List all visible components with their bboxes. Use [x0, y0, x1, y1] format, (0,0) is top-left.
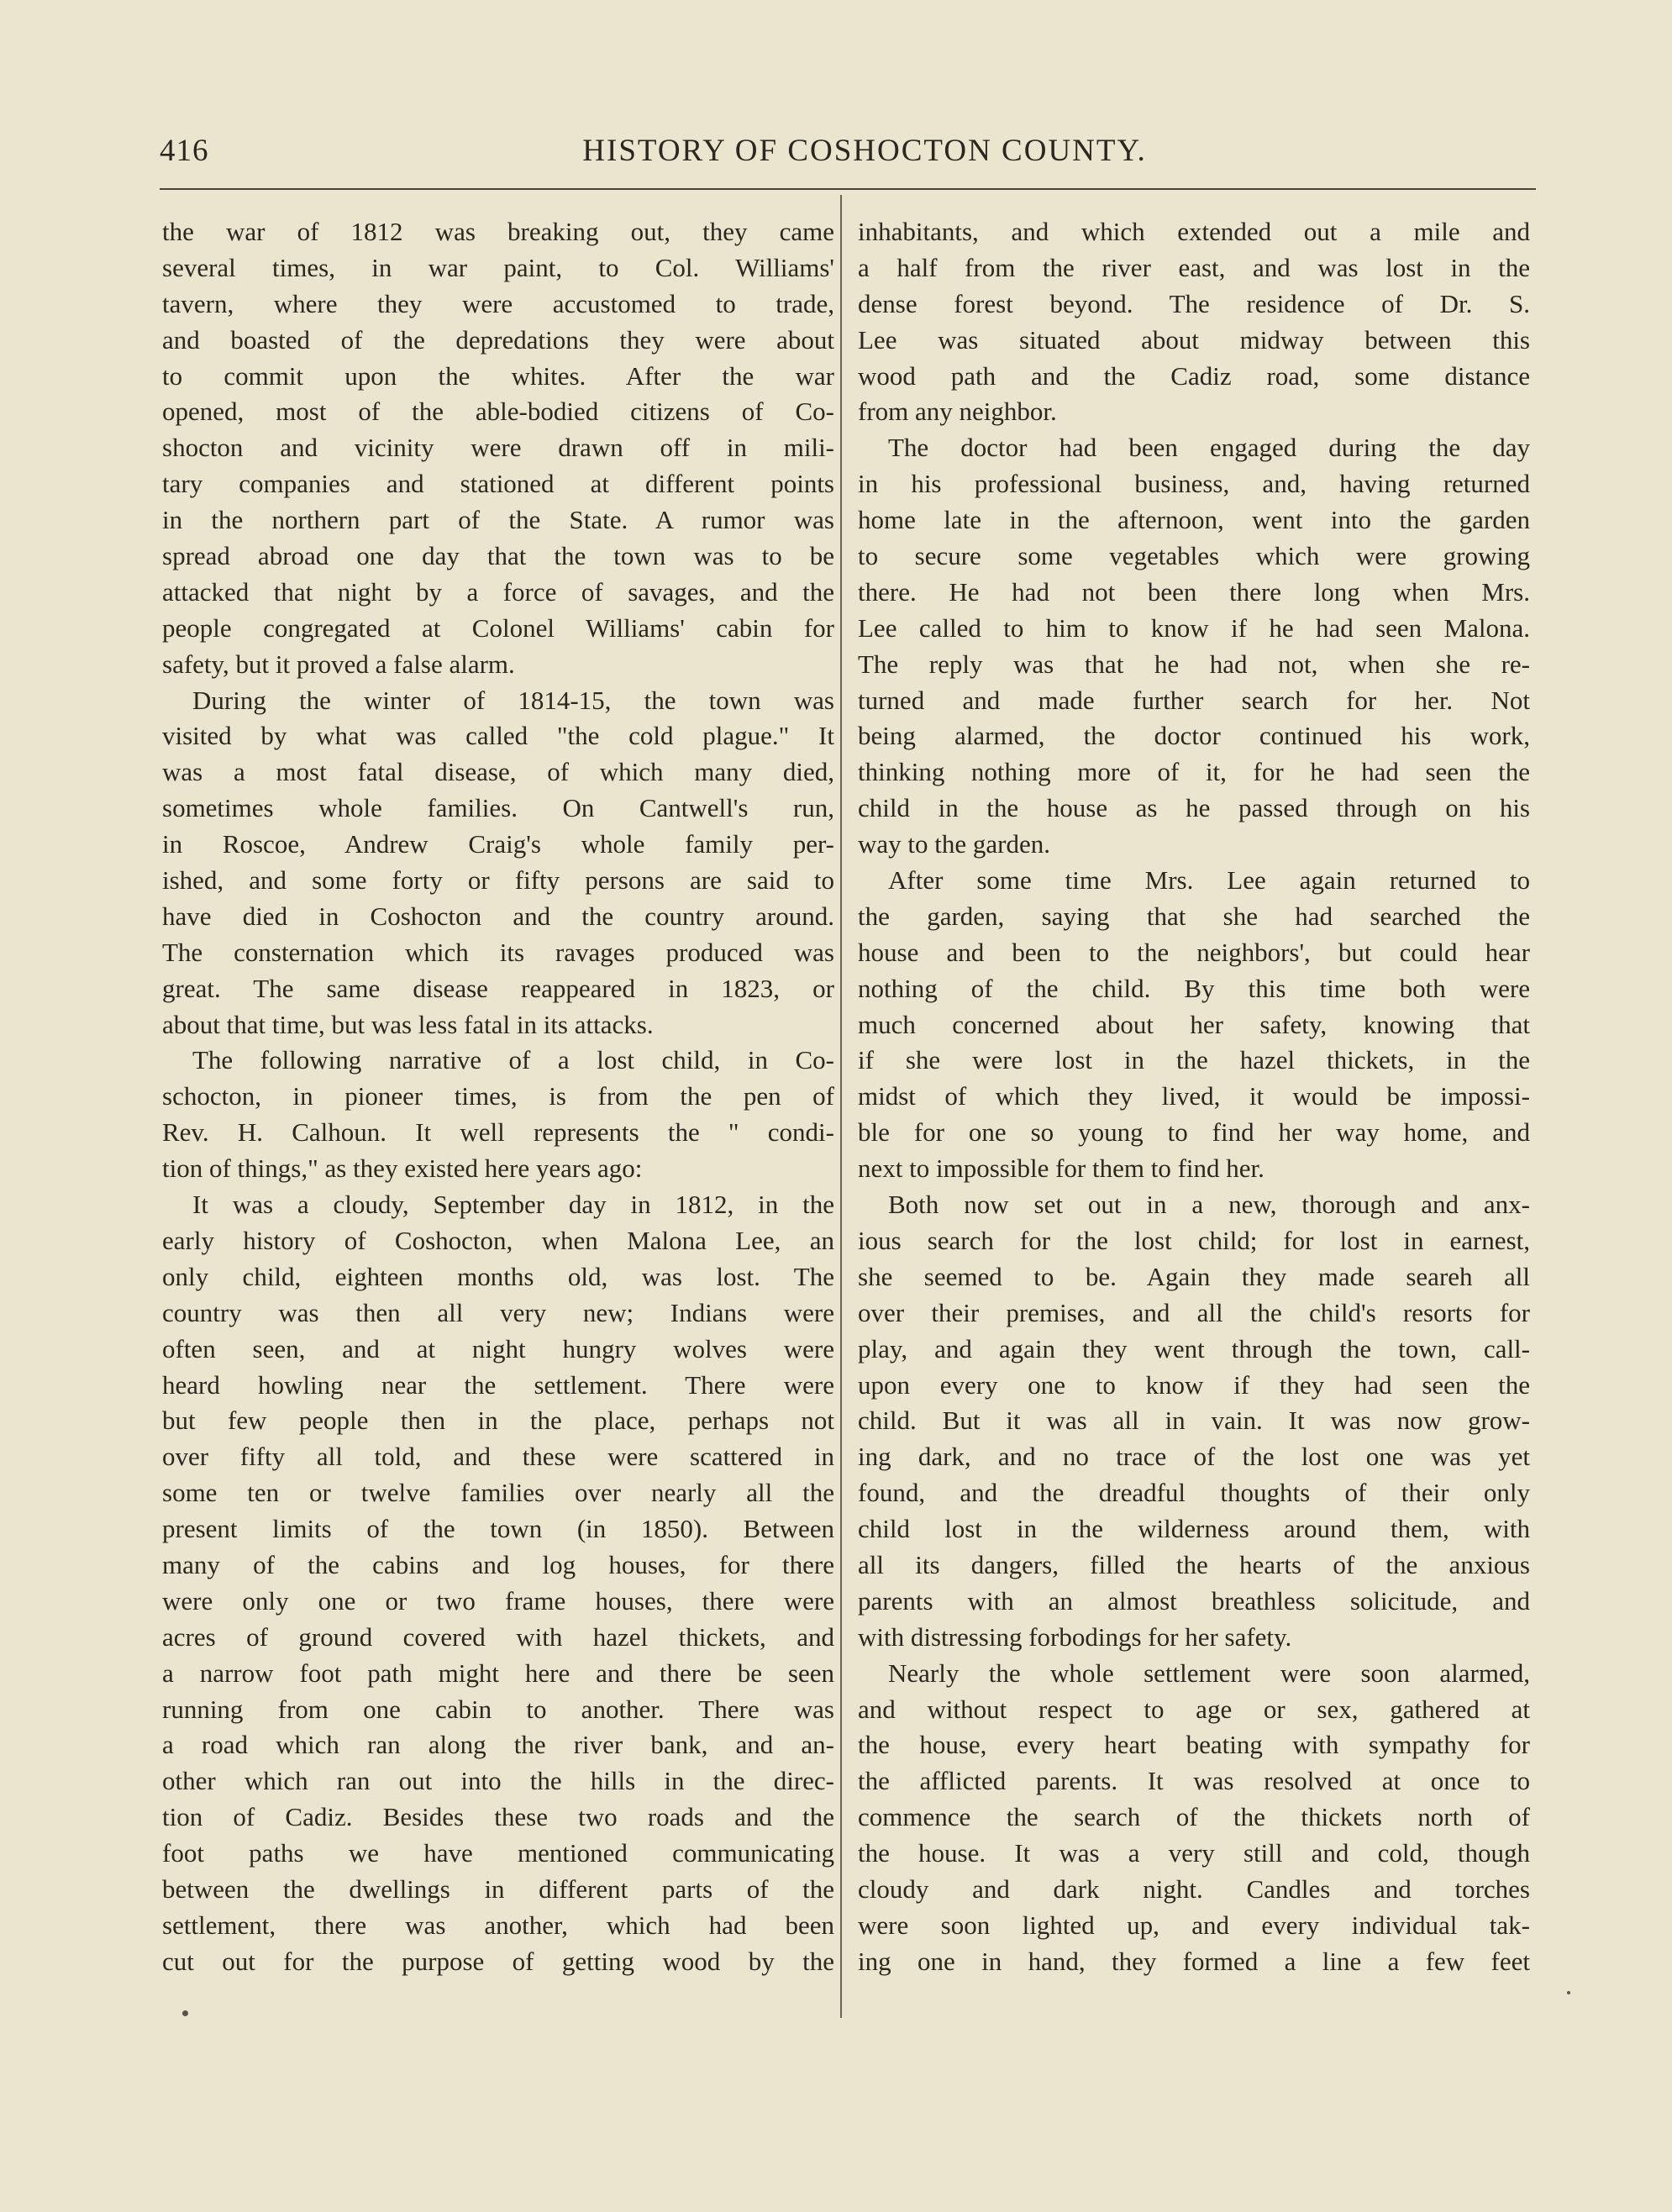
- right-column-text-line: there. He had not been there long when Mrs.: [858, 576, 1530, 607]
- left-column-text-line: tion of things," as they existed here years ago:: [162, 1153, 643, 1184]
- left-column-text-line: Rev. H. Calhoun. It well represents the " condi-: [162, 1117, 834, 1148]
- right-column-text-line: Lee called to him to know if he had seen Malona.: [858, 612, 1530, 643]
- left-column-text-line: acres of ground covered with hazel thickets, and: [162, 1621, 834, 1652]
- left-column-text-line: the war of 1812 was breaking out, they came: [162, 217, 834, 246]
- right-column-text-line: being alarmed, the doctor continued his work,: [858, 721, 1530, 751]
- right-column-text-line: much concerned about her safety, knowing that: [858, 1009, 1530, 1039]
- left-column-text-line: people congregated at Colonel Williams' cabin for: [162, 612, 834, 643]
- left-column-text-line: great. The same disease reappeared in 1823, or: [162, 973, 834, 1003]
- right-column-text-line: turned and made further search for her. Not: [858, 685, 1530, 715]
- right-column-text-line: house and been to the neighbors', but could hear: [858, 937, 1530, 967]
- right-column-text-line: wood path and the Cadiz road, some distance: [858, 360, 1530, 391]
- left-column-text-line: and boasted of the depredations they were about: [162, 324, 834, 355]
- right-column-text-line: home late in the afternoon, went into the garden: [858, 505, 1530, 535]
- left-column-text-line: attacked that night by a force of savages, and the: [162, 576, 834, 607]
- header-rule: [160, 188, 1536, 190]
- right-column-text-line: nothing of the child. By this time both were: [858, 973, 1530, 1003]
- right-column-text-line: ing one in hand, they formed a line a few feet: [858, 1946, 1530, 1976]
- left-column-text-line: over fifty all told, and these were scattered in: [162, 1442, 834, 1472]
- left-column-text-line: safety, but it proved a false alarm.: [162, 649, 515, 679]
- left-column-text-line: have died in Coshocton and the country around.: [162, 901, 834, 931]
- left-column-text-line: heard howling near the settlement. There were: [162, 1369, 834, 1400]
- right-column-text-line: way to the garden.: [858, 829, 1050, 859]
- left-column: [162, 214, 834, 1980]
- page-number: 416: [160, 134, 209, 168]
- right-column-text-line: child. But it was all in vain. It was now grow-: [858, 1405, 1530, 1436]
- right-column-text-line: inhabitants, and which extended out a mile and: [858, 217, 1530, 246]
- left-column-text-line: shocton and vicinity were drawn off in mili-: [162, 433, 834, 463]
- right-column-text-line: dense forest beyond. The residence of Dr. S.: [858, 288, 1530, 318]
- left-column-text-line: sometimes whole families. On Cantwell's run,: [162, 793, 834, 823]
- column-divider: [840, 195, 842, 2018]
- left-column-text-line: spread abroad one day that the town was to be: [162, 541, 834, 571]
- left-column-text-line: tavern, where they were accustomed to trade,: [162, 288, 834, 318]
- right-column-text-line: Lee was situated about midway between this: [858, 324, 1530, 355]
- left-column-text-line: schocton, in pioneer times, is from the pen of: [162, 1081, 834, 1111]
- right-column-text-line: all its dangers, filled the hearts of the anxious: [858, 1549, 1530, 1579]
- left-column-text-line: to commit upon the whites. After the war: [162, 360, 834, 391]
- ink-speck: [1567, 1991, 1570, 1994]
- right-column-text-line: with distressing forbodings for her safety.: [858, 1621, 1292, 1652]
- left-column-text-line: foot paths we have mentioned communicating: [162, 1838, 834, 1868]
- left-column-text-line: During the winter of 1814-15, the town was: [192, 685, 834, 715]
- right-column-text-line: The reply was that he had not, when she re-: [858, 649, 1530, 679]
- right-column: [858, 214, 1530, 1980]
- left-column-text-line: about that time, but was less fatal in its attacks.: [162, 1009, 654, 1039]
- left-column-text-line: tion of Cadiz. Besides these two roads and the: [162, 1802, 834, 1832]
- right-column-text-line: to secure some vegetables which were growing: [858, 541, 1530, 571]
- left-column-text-line: were only one or two frame houses, there were: [162, 1585, 834, 1616]
- right-column-text-line: next to impossible for them to find her.: [858, 1153, 1265, 1184]
- right-column-text-line: she seemed to be. Again they made seareh all: [858, 1261, 1530, 1291]
- left-column-text-line: tary companies and stationed at different points: [162, 469, 834, 499]
- left-column-text-line: only child, eighteen months old, was lost. The: [162, 1261, 834, 1291]
- right-column-text-line: over their premises, and all the child's resorts for: [858, 1297, 1530, 1327]
- left-column-text-line: a narrow foot path might here and there be seen: [162, 1658, 834, 1688]
- left-column-text-line: country was then all very new; Indians were: [162, 1297, 834, 1327]
- right-column-text-line: midst of which they lived, it would be impossi-: [858, 1081, 1530, 1111]
- right-column-text-line: Nearly the whole settlement were soon alarmed,: [888, 1658, 1530, 1688]
- left-column-text-line: some ten or twelve families over nearly all the: [162, 1478, 834, 1508]
- right-column-text-line: ble for one so young to find her way home, and: [858, 1117, 1530, 1148]
- right-column-text-line: were soon lighted up, and every individual tak-: [858, 1910, 1530, 1940]
- right-column-text-line: the garden, saying that she had searched the: [858, 901, 1530, 931]
- left-column-text-line: visited by what was called "the cold plague." It: [162, 721, 834, 751]
- left-column-text-line: It was a cloudy, September day in 1812, in the: [192, 1190, 834, 1220]
- left-column-text-line: settlement, there was another, which had been: [162, 1910, 834, 1940]
- right-column-text-line: in his professional business, and, having returned: [858, 469, 1530, 499]
- right-column-text-line: found, and the dreadful thoughts of their only: [858, 1478, 1530, 1508]
- right-column-text-line: commence the search of the thickets north of: [858, 1802, 1530, 1832]
- right-column-text-line: thinking nothing more of it, for he had seen the: [858, 757, 1530, 787]
- right-column-text-line: Both now set out in a new, thorough and anx-: [888, 1190, 1530, 1220]
- left-column-text-line: The consternation which its ravages produced was: [162, 937, 834, 967]
- page-header: [160, 133, 1536, 180]
- right-column-text-line: child in the house as he passed through on his: [858, 793, 1530, 823]
- left-column-text-line: opened, most of the able-bodied citizens of Co-: [162, 397, 834, 427]
- left-column-text-line: was a most fatal disease, of which many died,: [162, 757, 834, 787]
- left-column-text-line: cut out for the purpose of getting wood by the: [162, 1946, 834, 1976]
- left-column-text-line: The following narrative of a lost child, in Co-: [192, 1045, 834, 1075]
- right-column-text-line: the house. It was a very still and cold, though: [858, 1838, 1530, 1868]
- right-column-text-line: a half from the river east, and was lost in the: [858, 252, 1530, 282]
- right-column-text-line: the afflicted parents. It was resolved at once to: [858, 1766, 1530, 1796]
- right-column-text-line: The doctor had been engaged during the day: [888, 433, 1530, 463]
- right-column-text-line: if she were lost in the hazel thickets, in the: [858, 1045, 1530, 1075]
- left-column-text-line: present limits of the town (in 1850). Between: [162, 1514, 834, 1544]
- right-column-text-line: play, and again they went through the town, call-: [858, 1333, 1530, 1363]
- right-column-text-line: cloudy and dark night. Candles and torches: [858, 1873, 1530, 1904]
- running-head: HISTORY OF COSHOCTON COUNTY.: [582, 134, 1147, 168]
- right-column-text-line: from any neighbor.: [858, 397, 1057, 427]
- ink-speck: [182, 2010, 188, 2016]
- left-column-text-line: but few people then in the place, perhaps not: [162, 1405, 834, 1436]
- left-column-text-line: running from one cabin to another. There was: [162, 1694, 834, 1724]
- right-column-text-line: ious search for the lost child; for lost in earnest,: [858, 1225, 1530, 1255]
- right-column-text-line: the house, every heart beating with sympathy for: [858, 1730, 1530, 1760]
- left-column-text-line: many of the cabins and log houses, for there: [162, 1549, 834, 1579]
- left-column-text-line: several times, in war paint, to Col. Williams': [162, 252, 834, 282]
- right-column-text-line: parents with an almost breathless solicitude, and: [858, 1585, 1530, 1616]
- left-column-text-line: between the dwellings in different parts of the: [162, 1873, 834, 1904]
- right-column-text-line: ing dark, and no trace of the lost one was yet: [858, 1442, 1530, 1472]
- left-column-text-line: in Roscoe, Andrew Craig's whole family per-: [162, 829, 834, 859]
- right-column-text-line: After some time Mrs. Lee again returned to: [888, 865, 1530, 896]
- left-column-text-line: other which ran out into the hills in the direc-: [162, 1766, 834, 1796]
- left-column-text-line: often seen, and at night hungry wolves were: [162, 1333, 834, 1363]
- left-column-text-line: ished, and some forty or fifty persons are said to: [162, 865, 834, 896]
- left-column-text-line: in the northern part of the State. A rumor was: [162, 505, 834, 535]
- right-column-text-line: child lost in the wilderness around them, with: [858, 1514, 1530, 1544]
- right-column-text-line: and without respect to age or sex, gathered at: [858, 1694, 1530, 1724]
- left-column-text-line: a road which ran along the river bank, and an-: [162, 1730, 834, 1760]
- right-column-text-line: upon every one to know if they had seen the: [858, 1369, 1530, 1400]
- left-column-text-line: early history of Coshocton, when Malona Lee, an: [162, 1225, 834, 1255]
